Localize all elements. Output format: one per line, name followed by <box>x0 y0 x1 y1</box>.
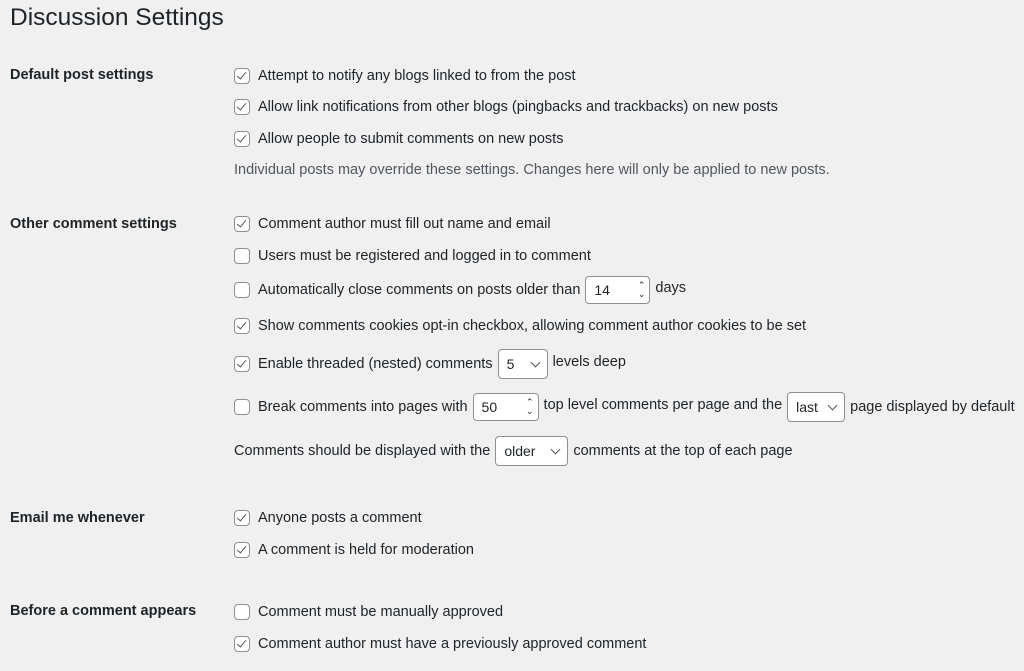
option-label: Comment author must fill out name and email <box>258 216 551 232</box>
close-days-input[interactable]: 14 ⌃ ⌄ <box>585 276 650 304</box>
author-fill-option[interactable] <box>234 216 551 232</box>
option-label: Comment must be manually approved <box>258 604 504 620</box>
checkbox-icon[interactable] <box>234 99 250 115</box>
default-post-description: Individual posts may override these settings. Changes here will only be applied to new posts. <box>234 162 830 178</box>
checkbox-icon[interactable] <box>234 248 250 264</box>
cookies-option[interactable] <box>234 318 806 334</box>
section-label-default-post: Default post settings <box>10 67 154 83</box>
checkbox-icon[interactable] <box>234 356 250 372</box>
checkbox-icon[interactable] <box>234 318 250 334</box>
checkbox-icon[interactable] <box>234 604 250 620</box>
thread-depth-select[interactable]: 5 <box>498 349 548 379</box>
option-label: Break comments into pages with <box>258 399 468 415</box>
order-option <box>234 436 793 466</box>
checkbox-icon[interactable] <box>234 636 250 652</box>
allow-comments-option[interactable] <box>234 131 563 147</box>
option-label: Allow link notifications from other blogs (pingbacks and trackbacks) on new posts <box>258 99 778 115</box>
chevron-down-icon <box>551 445 561 455</box>
checkbox-icon[interactable] <box>234 282 250 298</box>
option-label: Users must be registered and logged in to comment <box>258 248 591 264</box>
option-label: Anyone posts a comment <box>258 510 422 526</box>
section-label-email: Email me whenever <box>10 510 145 526</box>
option-label: Enable threaded (nested) comments <box>258 356 493 372</box>
registered-option[interactable] <box>234 248 591 264</box>
pingbacks-option[interactable] <box>234 99 778 115</box>
option-label: Show comments cookies opt-in checkbox, allowing comment author cookies to be set <box>258 318 807 334</box>
order-prefix-label: Comments should be displayed with the <box>234 443 491 459</box>
checkbox-icon[interactable] <box>234 68 250 84</box>
threaded-option <box>234 349 626 379</box>
chevron-down-icon <box>828 401 838 411</box>
option-label: Comment author must have a previously approved comment <box>258 636 647 652</box>
checkbox-icon[interactable] <box>234 542 250 558</box>
manual-approval-option[interactable] <box>234 604 503 620</box>
default-page-select[interactable]: last <box>787 392 845 422</box>
paged-option <box>234 392 1015 422</box>
section-label-other-comment: Other comment settings <box>10 216 177 232</box>
order-suffix-label: comments at the top of each page <box>573 443 793 459</box>
levels-label: levels deep <box>552 354 626 370</box>
comment-order-select[interactable]: older <box>495 436 568 466</box>
checkbox-icon[interactable] <box>234 216 250 232</box>
checkbox-icon[interactable] <box>234 510 250 526</box>
option-label: Attempt to notify any blogs linked to from the post <box>258 68 576 84</box>
spinner-arrows-icon[interactable]: ⌃ ⌄ <box>526 397 534 416</box>
auto-close-option <box>234 276 686 304</box>
checkbox-icon[interactable] <box>234 399 250 415</box>
paged-suffix-label: page displayed by default <box>850 399 1015 415</box>
notify-blogs-option[interactable] <box>234 68 576 84</box>
email-moderation-option[interactable] <box>234 542 474 558</box>
comments-per-page-input[interactable]: 50 ⌃ ⌄ <box>473 393 539 421</box>
chevron-down-icon <box>530 358 540 368</box>
paged-middle-label: top level comments per page and the <box>543 397 783 413</box>
option-label: A comment is held for moderation <box>258 542 474 558</box>
page-title: Discussion Settings <box>10 4 224 31</box>
option-label: Allow people to submit comments on new posts <box>258 131 564 147</box>
option-label: Automatically close comments on posts older than <box>258 282 581 298</box>
section-label-before-appears: Before a comment appears <box>10 603 197 619</box>
spinner-arrows-icon[interactable]: ⌃ ⌄ <box>637 280 646 299</box>
email-any-comment-option[interactable] <box>234 510 422 526</box>
checkbox-icon[interactable] <box>234 131 250 147</box>
previously-approved-option[interactable] <box>234 636 646 652</box>
days-label: days <box>655 280 687 296</box>
